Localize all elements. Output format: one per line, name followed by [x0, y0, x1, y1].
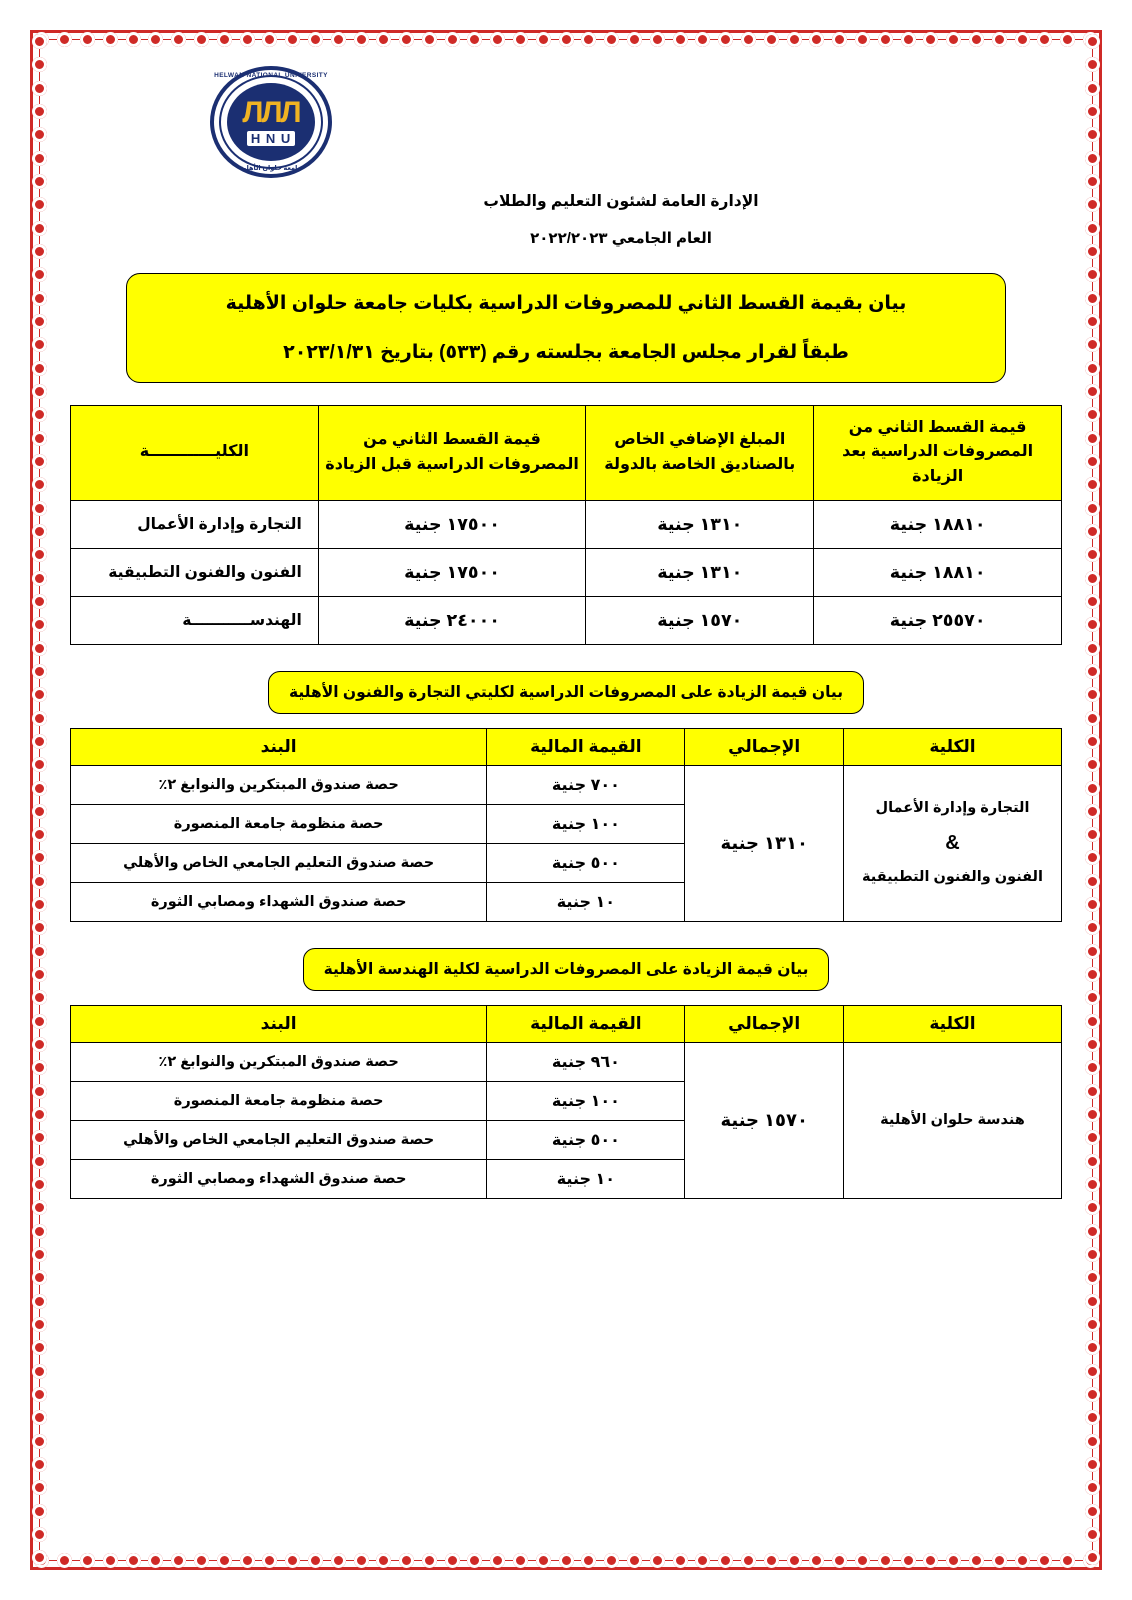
- cell-extra-amount: ١٣١٠ جنية: [586, 500, 814, 548]
- col-header-value: القيمة المالية: [487, 1005, 685, 1042]
- cell-extra-amount: ١٥٧٠ جنية: [586, 596, 814, 644]
- table-row: [71, 1042, 1062, 1081]
- section2-breakdown-table: [70, 1005, 1062, 1199]
- cell-item: حصة صندوق التعليم الجامعي الخاص والأهلي: [71, 843, 487, 882]
- university-logo-icon: [210, 66, 332, 178]
- cell-item: حصة منظومة جامعة المنصورة: [71, 804, 487, 843]
- cell-college-group: [843, 765, 1061, 921]
- cell-value: ٩٦٠ جنية: [487, 1042, 685, 1081]
- title-line-2: طبقاً لقرار مجلس الجامعة بجلسته رقم (٥٣٣) بتاريخ ٢٠٢٣/١/٣١: [283, 341, 849, 363]
- cell-value: ١٠ جنية: [487, 1159, 685, 1198]
- table-header-row: [71, 1005, 1062, 1042]
- table-row: [71, 500, 1062, 548]
- cell-total: ١٥٧٠ جنية: [685, 1042, 844, 1198]
- col-header-college: الكلية: [843, 1005, 1061, 1042]
- cell-value: ١٠٠ جنية: [487, 804, 685, 843]
- academic-year-line: العام الجامعي ٢٠٢٢/٢٠٢٣: [530, 230, 712, 247]
- title-line-1: بيان بقيمة القسط الثاني للمصروفات الدراسية بكليات جامعة حلوان الأهلية: [225, 293, 907, 314]
- col-header-item: البند: [71, 728, 487, 765]
- col-header-total: الإجمالي: [685, 728, 844, 765]
- cell-after-increase: ١٨٨١٠ جنية: [814, 500, 1062, 548]
- cell-after-increase: ٢٥٥٧٠ جنية: [814, 596, 1062, 644]
- cell-item: حصة منظومة جامعة المنصورة: [71, 1081, 487, 1120]
- table-row: [71, 596, 1062, 644]
- college-name-2: الفنون والفنون التطبيقية: [861, 869, 1043, 886]
- cell-value: ١٠٠ جنية: [487, 1081, 685, 1120]
- section1-breakdown-table: [70, 728, 1062, 922]
- cell-item: حصة صندوق المبتكرين والنوابغ ٢٪: [71, 1042, 487, 1081]
- college-amp: &: [945, 832, 960, 855]
- table-row: [71, 548, 1062, 596]
- cell-item: حصة صندوق الشهداء ومصابي الثورة: [71, 882, 487, 921]
- college-name-1: هندسة حلوان الأهلية: [880, 1111, 1025, 1128]
- cell-value: ٧٠٠ جنية: [487, 765, 685, 804]
- col-header-after-increase: قيمة القسط الثاني من المصروفات الدراسية بعد الزيادة: [814, 405, 1062, 500]
- cell-college: الهندســـــــــــة: [71, 596, 319, 644]
- cell-college-group: [843, 1042, 1061, 1198]
- section2-table-wrapper: [70, 1005, 1062, 1199]
- title-banner: [126, 273, 1006, 383]
- cell-item: حصة صندوق الشهداء ومصابي الثورة: [71, 1159, 487, 1198]
- section2-banner: بيان قيمة الزيادة على المصروفات الدراسية لكلية الهندسة الأهلية: [303, 948, 830, 991]
- cell-item: حصة صندوق المبتكرين والنوابغ ٢٪: [71, 765, 487, 804]
- col-header-extra-amount: المبلغ الإضافي الخاص بالصناديق الخاصة بالدولة: [586, 405, 814, 500]
- col-header-before-increase: قيمة القسط الثاني من المصروفات الدراسية قبل الزيادة: [318, 405, 586, 500]
- logo-arc-bottom-text: جامعة حلوان الأهلية: [239, 165, 303, 172]
- cell-extra-amount: ١٣١٠ جنية: [586, 548, 814, 596]
- cell-total: ١٣١٠ جنية: [685, 765, 844, 921]
- logo-arc-top-text: HELWAN NATIONAL UNIVERSITY: [214, 72, 328, 79]
- col-header-college: الكليــــــــــــة: [71, 405, 319, 500]
- cell-before-increase: ٢٤٠٠٠ جنية: [318, 596, 586, 644]
- cell-before-increase: ١٧٥٠٠ جنية: [318, 500, 586, 548]
- cell-college: الفنون والفنون التطبيقية: [71, 548, 319, 596]
- table-row: [71, 765, 1062, 804]
- section1-banner: بيان قيمة الزيادة على المصروفات الدراسية لكليتي التجارة والفنون الأهلية: [268, 671, 864, 714]
- logo-monogram: ЛЛЛ: [242, 96, 300, 129]
- table-header-row: [71, 405, 1062, 500]
- col-header-value: القيمة المالية: [487, 728, 685, 765]
- cell-after-increase: ١٨٨١٠ جنية: [814, 548, 1062, 596]
- col-header-item: البند: [71, 1005, 487, 1042]
- college-name-1: التجارة وإدارة الأعمال: [875, 799, 1030, 816]
- col-header-total: الإجمالي: [685, 1005, 844, 1042]
- header-logo-area: [70, 66, 1062, 178]
- cell-value: ٥٠٠ جنية: [487, 1120, 685, 1159]
- logo-abbreviation: H N U: [247, 131, 295, 146]
- cell-value: ١٠ جنية: [487, 882, 685, 921]
- fees-main-table: [70, 405, 1062, 645]
- cell-college: التجارة وإدارة الأعمال: [71, 500, 319, 548]
- cell-before-increase: ١٧٥٠٠ جنية: [318, 548, 586, 596]
- cell-value: ٥٠٠ جنية: [487, 843, 685, 882]
- cell-item: حصة صندوق التعليم الجامعي الخاص والأهلي: [71, 1120, 487, 1159]
- main-table-wrapper: [70, 405, 1062, 645]
- section1-table-wrapper: [70, 728, 1062, 922]
- table-header-row: [71, 728, 1062, 765]
- col-header-college: الكلية: [843, 728, 1061, 765]
- document-content: [70, 58, 1062, 1542]
- department-line: الإدارة العامة لشئون التعليم والطلاب: [483, 193, 759, 210]
